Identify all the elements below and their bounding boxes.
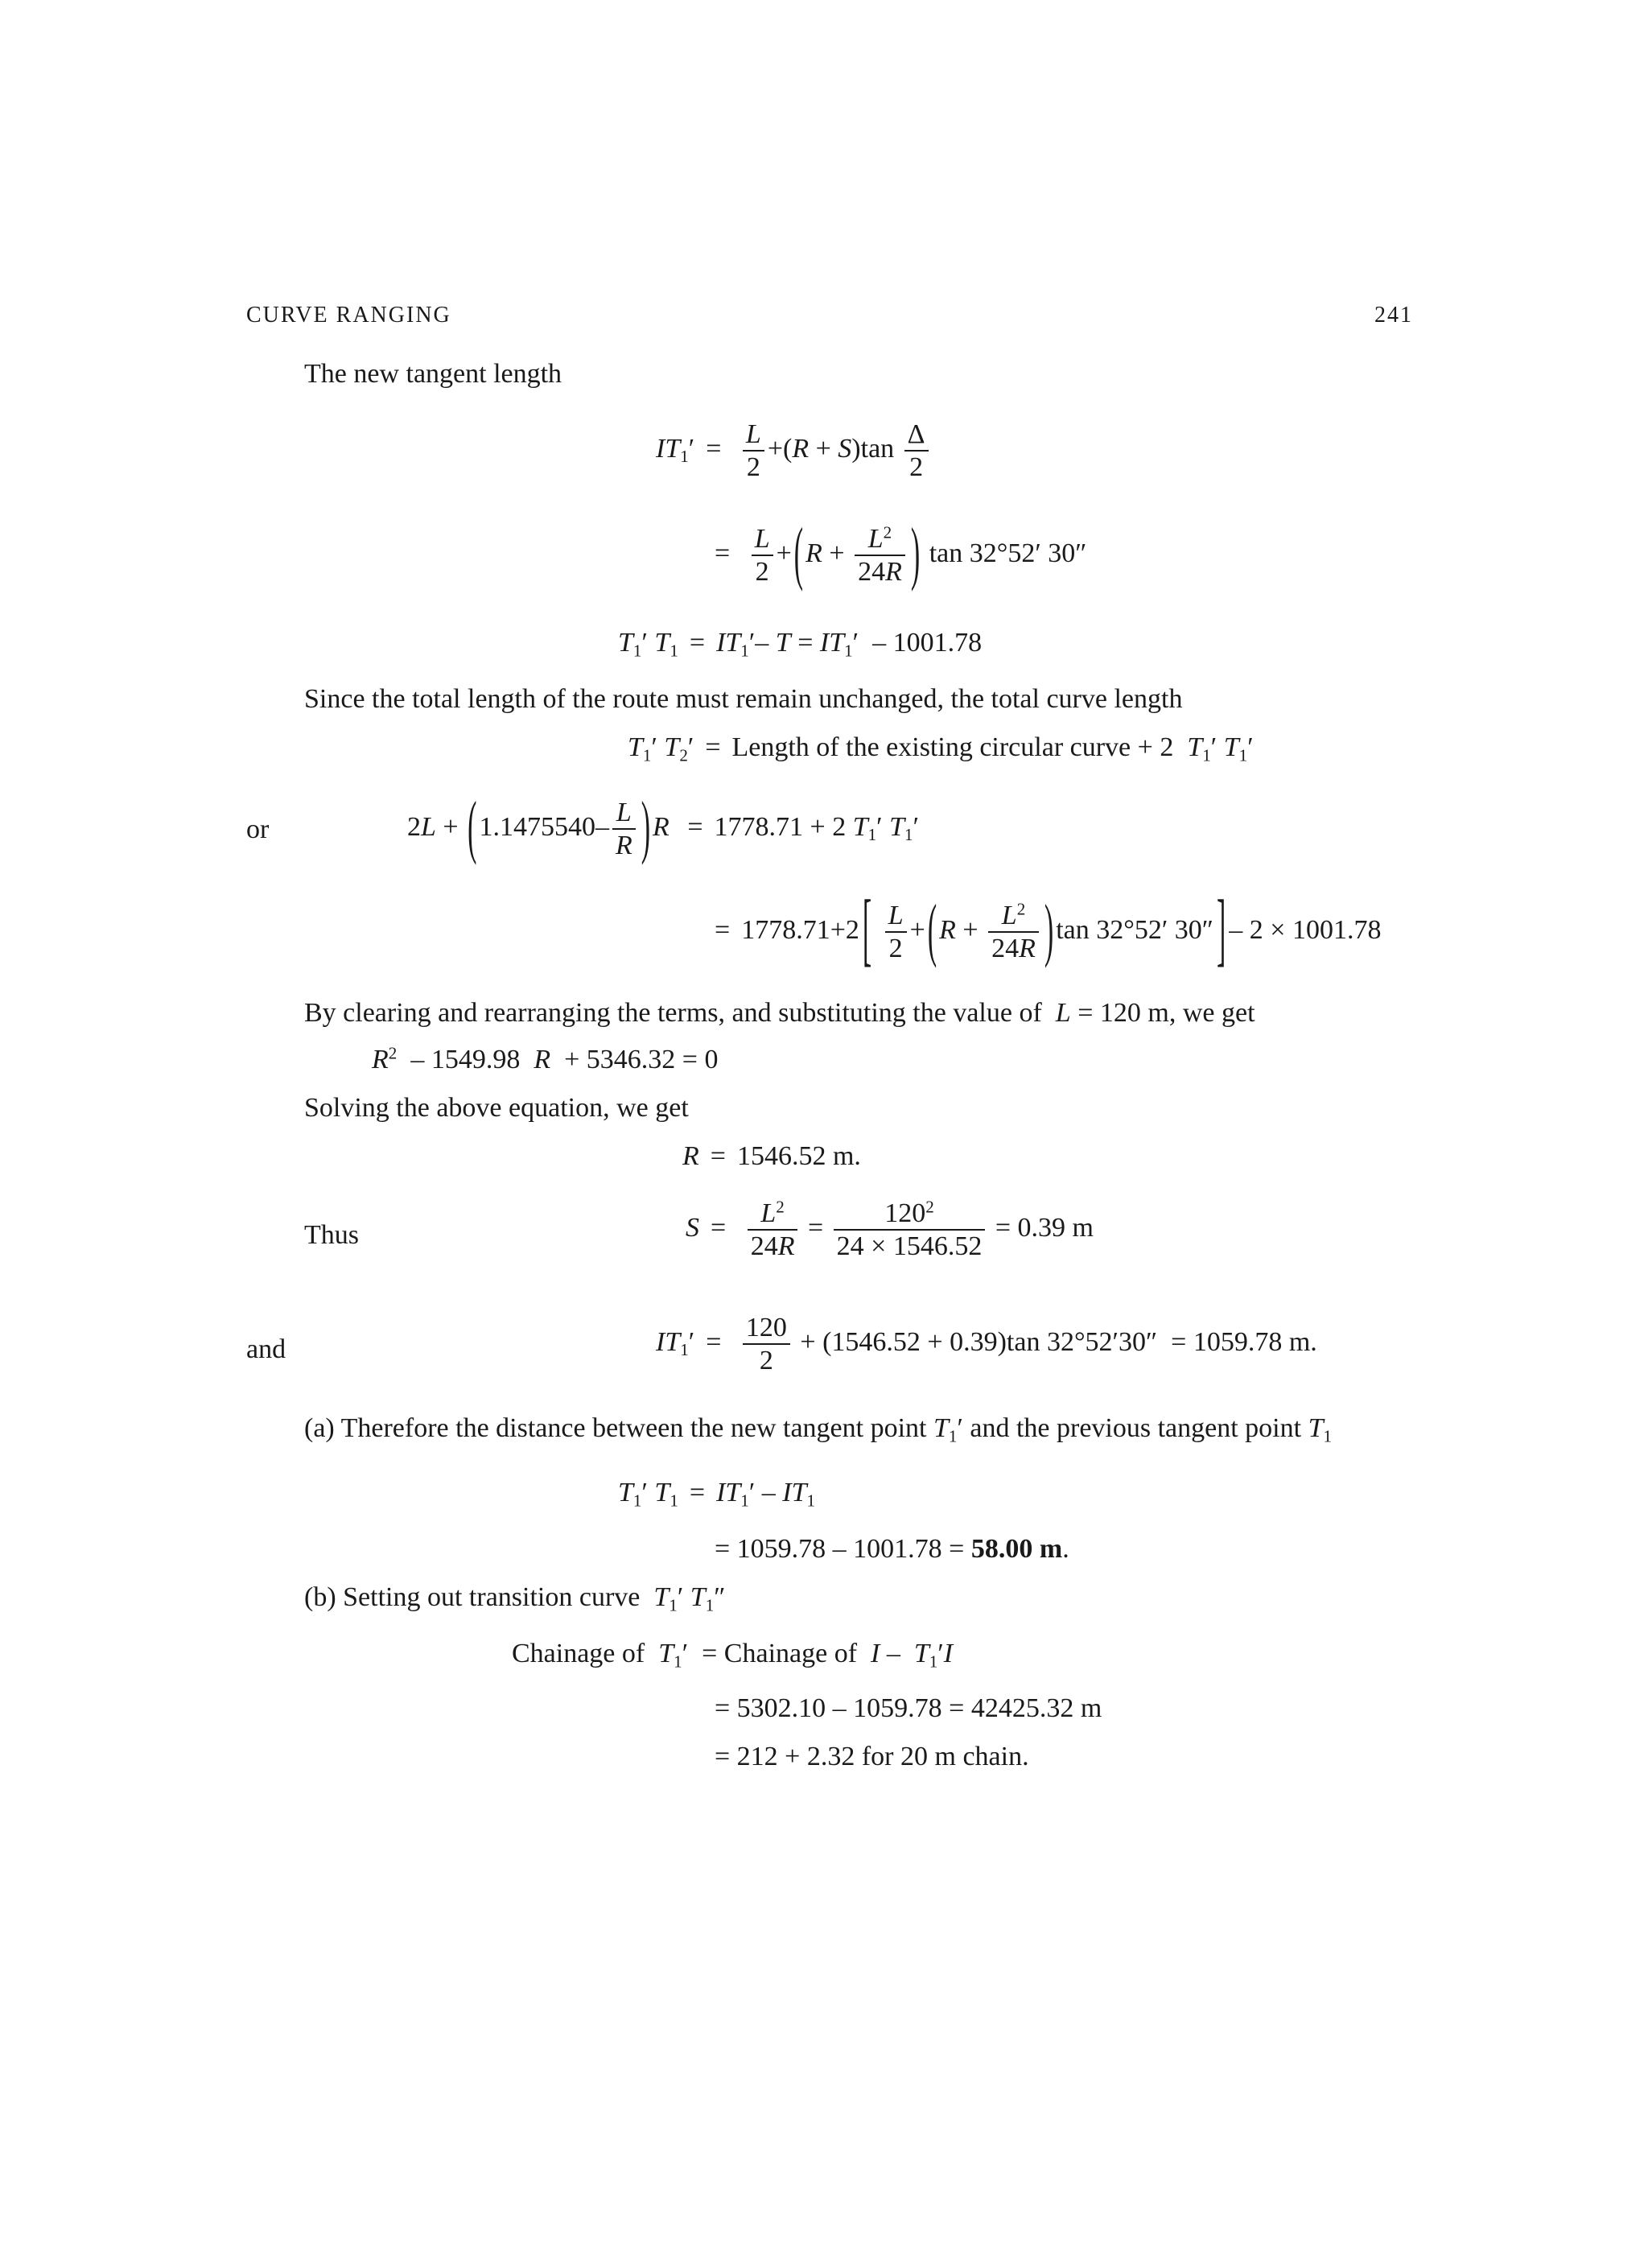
equation-distance-result: = 1059.78 – 1001.78 = 58.00 m. — [715, 1534, 1069, 1564]
equation-tangent-expanded: = $\frac{L}{2}$ +(R + $\frac{L^2}{24R}$ ) tan 32°52′ 30″ — [715, 515, 1087, 593]
equation-radius: R = 1546.52 m. — [682, 1141, 861, 1171]
label-and: and — [246, 1334, 286, 1364]
equation-chainage-value: = 5302.10 – 1059.78 = 42425.32 m — [715, 1693, 1102, 1723]
running-header: CURVE RANGING — [246, 303, 451, 328]
equation-tangent-length: $IT_1'$ = $\frac{L}{2}$ +(R + S)tan $\frac{\Delta}{2}$ — [656, 419, 932, 483]
label-thus: Thus — [304, 1220, 359, 1250]
equation-length-balance: 2L + (1.1475540– $\frac{L}{R}$ )R = 1778.71 + 2 $T_1'$ $T_1'$ — [407, 789, 920, 867]
equation-chainage-chain: = 212 + 2.32 for 20 m chain. — [715, 1742, 1029, 1771]
page-number: 241 — [1374, 303, 1413, 328]
equation-tangent-difference: $T_1'$ $T_1 = IT_1'-$ $T = IT_1' - 1001.78$ — [618, 628, 983, 661]
paragraph-part-a: (a) Therefore the distance between the new tangent point $T_1'$ and the previous tangent point $T_1$ — [304, 1413, 1333, 1446]
paragraph-part-b: (b) Setting out transition curve $T_1'$ $T_1''$ — [304, 1582, 726, 1615]
equation-length-expanded: = 1778.71+2 [ $\frac{L}{2}$ +(R + $\frac{L^2}{24R}$ )tan 32°52′ 30″ ] – 2 × 1001.78 — [715, 886, 1382, 976]
paragraph-new-tangent: The new tangent length — [304, 359, 562, 389]
margin-or: or — [246, 814, 270, 844]
equation-shift: S = $\frac{L^2}{24R}$ = $\frac{120^2}{24 \times 1546.52}$ = 0.39 m — [686, 1197, 1094, 1262]
equation-quadratic: $R^2 - 1549.98$ R + 5346.32 = 0 — [372, 1043, 719, 1074]
paragraph-substitution: By clearing and rearranging the terms, and substituting the value of L = 120 m, we get — [304, 998, 1255, 1028]
paragraph-route-length: Since the total length of the route must remain unchanged, the total curve length — [304, 684, 1183, 714]
paragraph-solving: Solving the above equation, we get — [304, 1093, 689, 1123]
equation-distance: $T_1'$ $T_1 = IT_1' - IT_1$ — [618, 1478, 816, 1511]
equation-new-tangent-value: $IT_1'$ = $\frac{120}{2}$ + (1546.52 + 0.39)tan 32°52′30″ = 1059.78 m. — [656, 1313, 1317, 1376]
equation-curve-length: $T_1'$ $T_2'$ = Length of the existing circular curve + 2 $T_1'$ $T_1'$ — [628, 732, 1254, 765]
equation-chainage: Chainage of $T_1'$ = Chainage of I – $T_1'I$ — [512, 1639, 954, 1672]
